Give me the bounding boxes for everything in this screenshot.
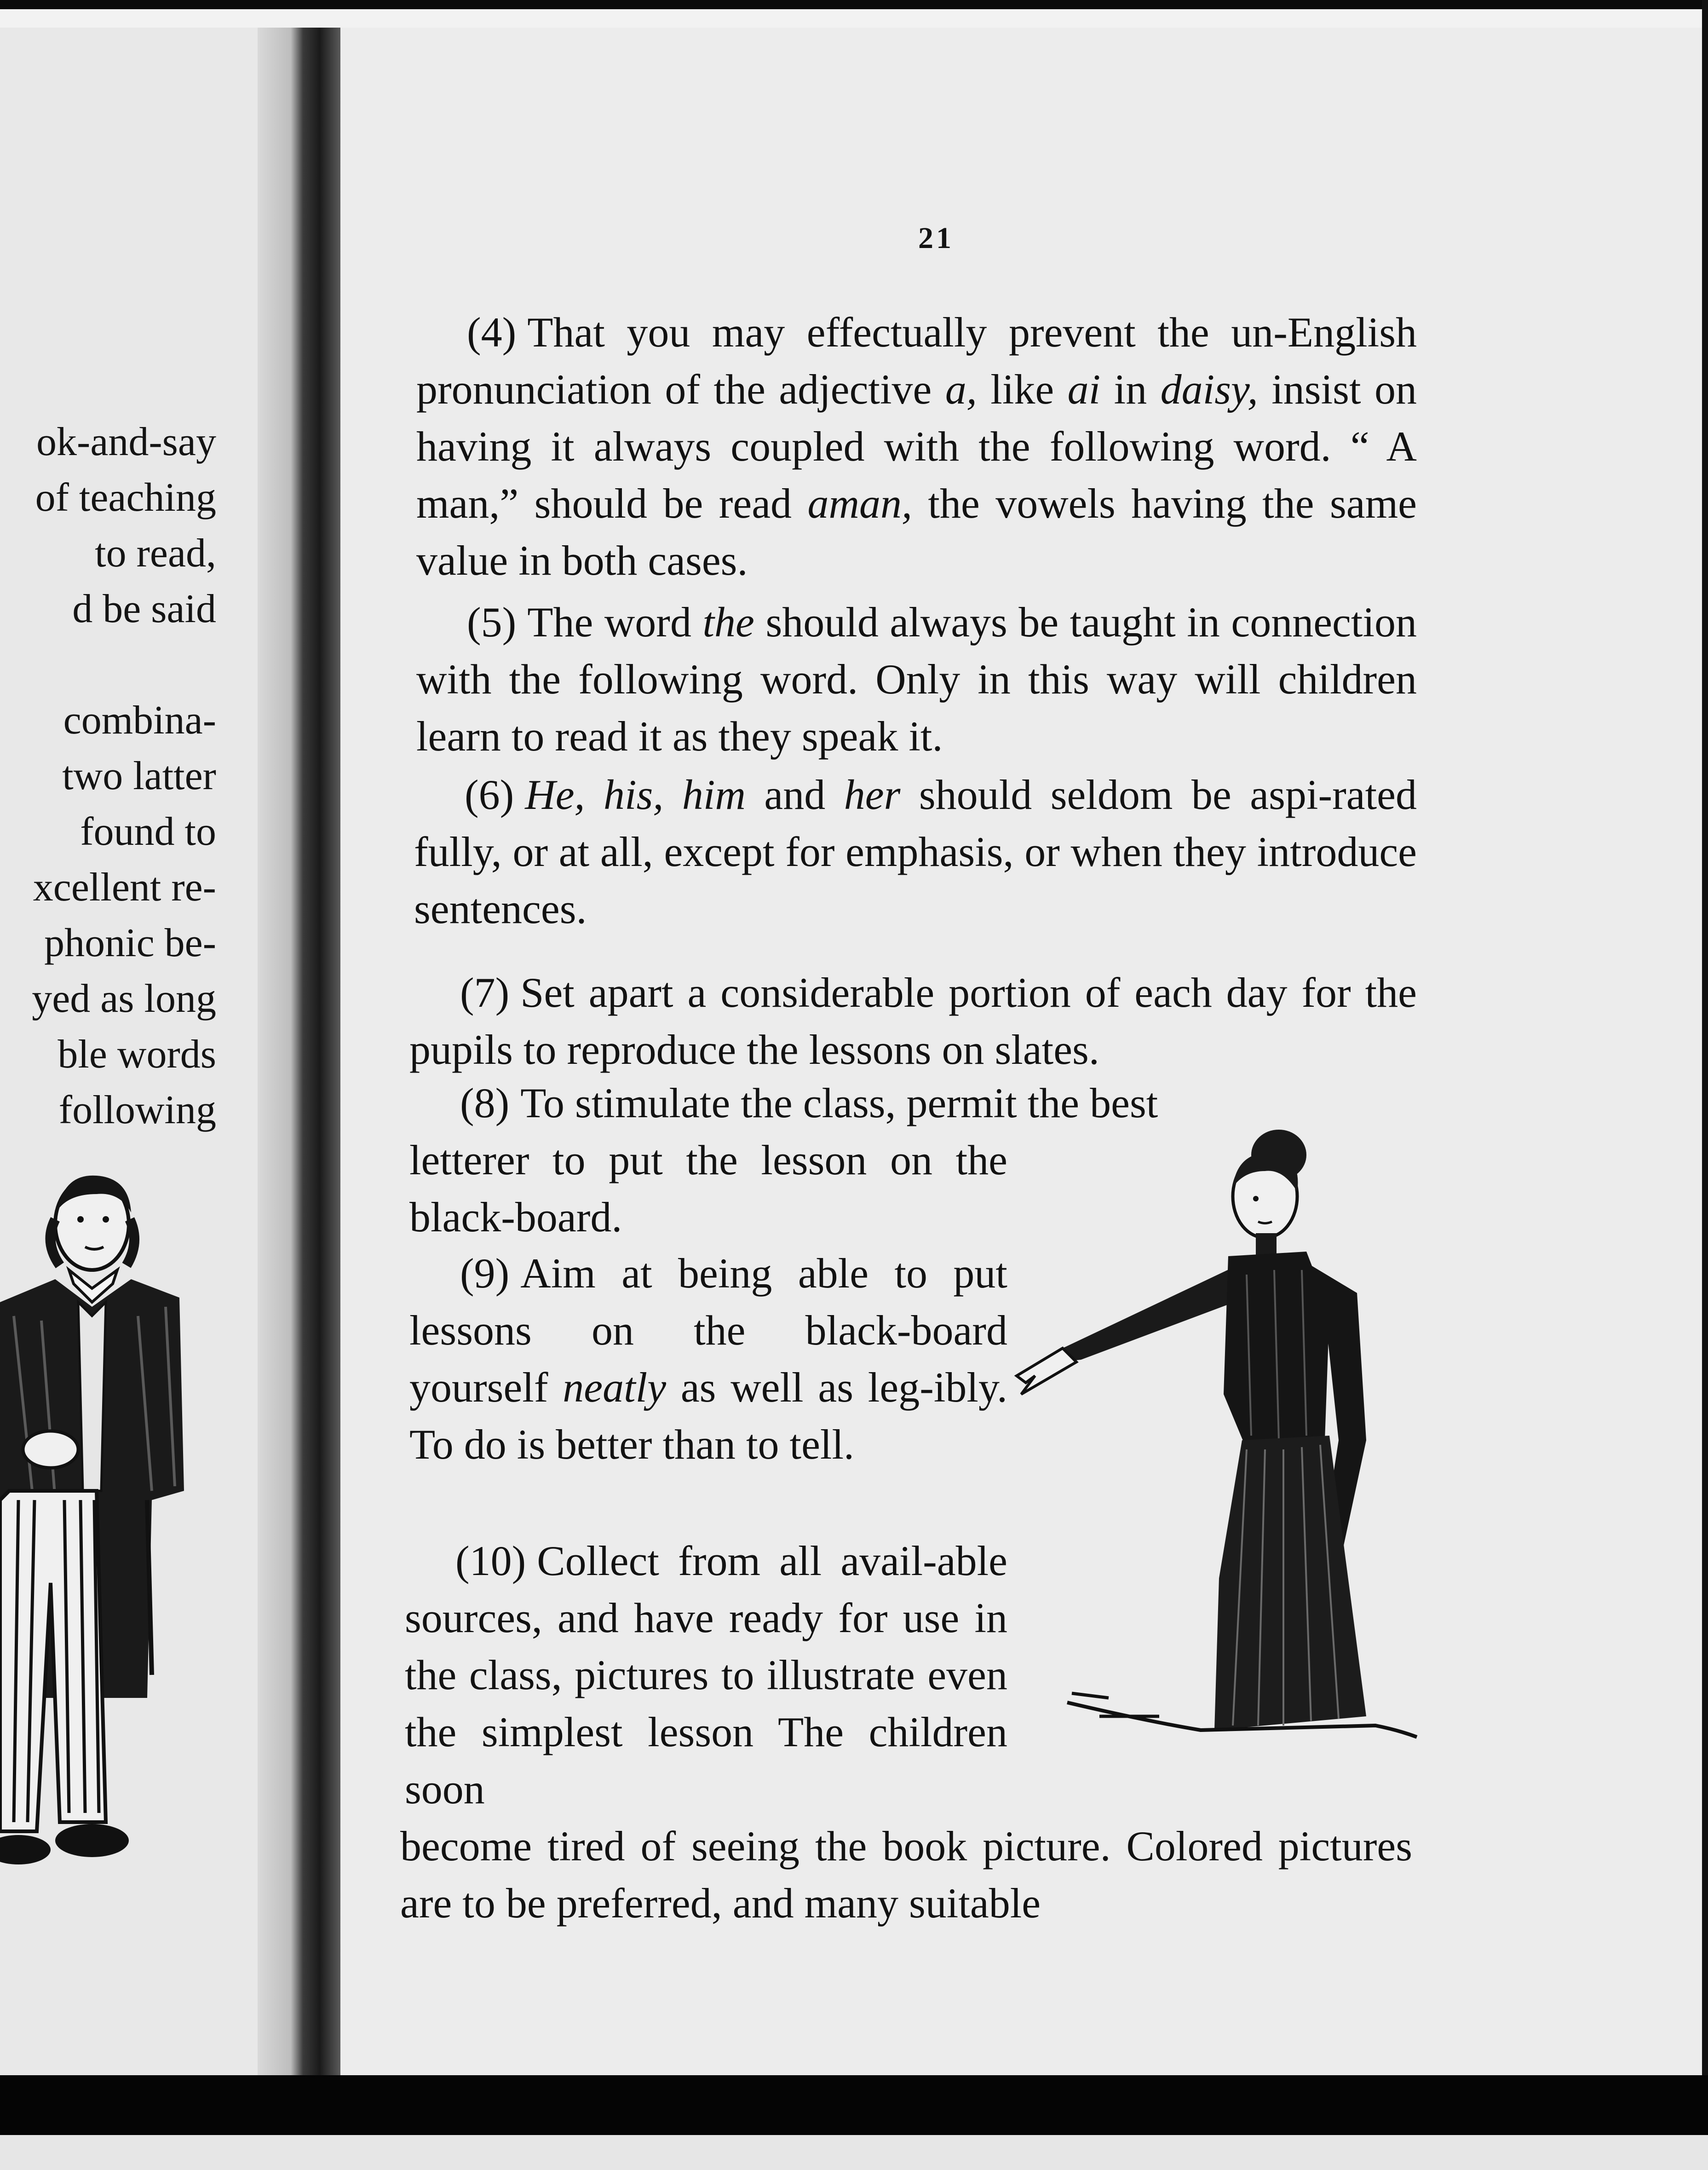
paragraph-text: That you may effectually prevent the un-English pronunciation of the adjective: [416, 309, 1417, 413]
paragraph-text: as well as leg-ibly. To do is better than to tell.: [409, 1364, 1007, 1468]
paragraph-number: (7): [460, 969, 510, 1016]
text-line: ble words: [58, 1032, 216, 1077]
text-line: to read,: [95, 531, 216, 576]
paragraph-number: (6): [465, 771, 514, 818]
top-film-edge: [0, 0, 1708, 9]
text-line: of teaching: [35, 475, 216, 520]
text-line: combina-: [63, 698, 216, 743]
paragraph-10-continued: become tired of seeing the book picture. Colored pictures are to be preferred, and many suitable: [400, 1823, 1412, 1927]
text-line: found to: [80, 809, 216, 854]
italic-text: aman,: [807, 480, 912, 527]
paragraph-number: (5): [467, 599, 517, 646]
text-line: two latter: [62, 754, 216, 798]
text-line: d be said: [72, 587, 216, 631]
paragraph-number: (4): [467, 309, 517, 356]
paragraph-text: Aim at being able to put lessons on the black-board yourself: [409, 1250, 1007, 1411]
paragraph-10: [405, 1532, 1007, 1818]
paragraph-text: The word: [527, 599, 703, 646]
paragraph-number: (8): [460, 1079, 510, 1126]
previous-page: [0, 28, 258, 2075]
paragraph-9: [409, 1245, 1007, 1473]
top-film-border: [0, 0, 1708, 28]
paragraph-text: should always be taught in connection with the following word. Only in this way will children learn to read it as they speak it.: [416, 599, 1417, 760]
text-line: yed as long: [32, 976, 216, 1021]
italic-text: daisy,: [1160, 366, 1258, 413]
italic-text: He, his, him: [525, 771, 746, 818]
paragraph-8-continued: letterer to put the lesson on the black-board.: [409, 1137, 1007, 1241]
italic-text: neatly: [563, 1364, 667, 1411]
right-film-border: [1702, 0, 1708, 2170]
text-line: [0, 637, 216, 693]
paragraph-text: the vowels having the same value in both cases.: [416, 480, 1417, 584]
text-line: following: [58, 1088, 216, 1132]
paragraph-text: should seldom be aspi-rated fully, or at all, except for emphasis, or when they introduce sentences.: [414, 771, 1417, 932]
paragraph-text: like: [977, 366, 1068, 413]
paragraph-4: [416, 304, 1417, 589]
paragraph-text: in: [1100, 366, 1161, 413]
page-number: 21: [918, 221, 954, 255]
paragraph-7: [409, 964, 1417, 1078]
italic-text: ai: [1067, 366, 1101, 413]
italic-text: a,: [945, 366, 977, 413]
paragraph-5: [416, 594, 1417, 765]
paragraph-number: (9): [460, 1250, 510, 1297]
previous-page-text: [0, 414, 216, 1196]
book-gutter: [258, 28, 340, 2075]
italic-text: her: [844, 771, 901, 818]
bottom-film-edge: [0, 2135, 1708, 2170]
current-page: [340, 28, 1702, 2075]
paragraph-6: [414, 766, 1417, 937]
paragraph-text: and: [745, 771, 844, 818]
paragraph-number: (10): [455, 1537, 526, 1584]
paragraph-text: Collect from all avail-able sources, and have ready for use in the class, pictures to illustrate even the simplest lesson The children soon: [405, 1537, 1007, 1812]
paragraph-text: insist on having it always coupled with the following word. “ A man,” should be read: [416, 366, 1417, 527]
man-in-frock-coat-figure: [0, 1169, 212, 1896]
paragraph-text: Set apart a considerable portion of each day for the pupils to reproduce the lessons on slates.: [409, 969, 1417, 1073]
italic-text: the: [702, 599, 754, 646]
text-line: phonic be-: [44, 921, 216, 965]
paragraph-text: To stimulate the class, permit the best: [520, 1079, 1158, 1126]
text-line: xcellent re-: [33, 865, 216, 910]
woman-pointing-figure: [1007, 1118, 1421, 1808]
text-line: ok-and-say: [36, 420, 216, 464]
